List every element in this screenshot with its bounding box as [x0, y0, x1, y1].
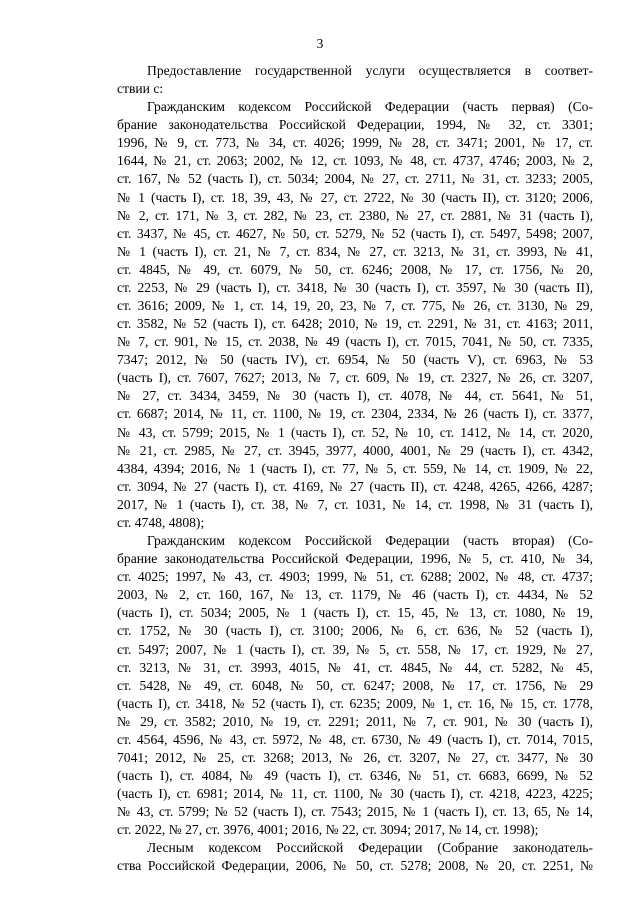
text-line: № 1 (часть I), ст. 21, № 7, ст. 834, № 27, ст. 3213, № 31, ст. 3993, № 41,: [117, 243, 593, 259]
text-line: Гражданским кодексом Российской Федерации (часть первая) (Со-: [147, 99, 593, 115]
text-line: (часть I), ст. 7607, 7627; 2013, № 7, ст. 609, № 19, ст. 2327, № 26, ст. 3207,: [117, 370, 593, 386]
text-line: ст. 4025; 1997, № 43, ст. 4903; 1999, № 51, ст. 6288; 2002, № 48, ст. 4737;: [117, 569, 593, 585]
text-line: (часть I), ст. 5034; 2005, № 1 (часть I), ст. 15, 45, № 13, ст. 1080, № 19,: [117, 605, 593, 621]
text-line: № 1 (часть I), ст. 18, 39, 43, № 27, ст. 2722, № 30 (часть II), ст. 3120; 2006,: [117, 189, 593, 205]
text-line: № 29, ст. 3582; 2010, № 19, ст. 2291; 2011, № 7, ст. 901, № 30 (часть I),: [117, 713, 593, 729]
text-line: ства Российской Федерации, 2006, № 50, ст. 5278; 2008, № 20, ст. 2251, №: [117, 858, 593, 874]
text-line: ст. 5497; 2007, № 1 (часть I), ст. 39, № 5, ст. 558, № 17, ст. 1929, № 27,: [117, 641, 593, 657]
text-line: № 43, ст. 5799; 2015, № 1 (часть I), ст. 52, № 10, ст. 1412, № 14, ст. 2020,: [117, 424, 593, 440]
text-line: ст. 3582, № 52 (часть I), ст. 6428; 2010, № 19, ст. 2291, № 31, ст. 4163; 2011,: [117, 316, 593, 332]
paragraph: [117, 532, 593, 839]
text-line: ст. 2253, № 29 (часть I), ст. 3418, № 30 (часть I), ст. 3597, № 30 (часть II),: [117, 279, 593, 295]
document-body: [117, 62, 593, 876]
text-line: Предоставление государственной услуги осуществляется в соответ-: [147, 63, 593, 78]
text-line: ст. 5428, № 49, ст. 6048, № 50, ст. 6247; 2008, № 17, ст. 1756, № 29: [117, 677, 593, 693]
text-line: 2017, № 1 (часть I), ст. 38, № 7, ст. 1031, № 14, ст. 1998, № 31 (часть I),: [117, 496, 593, 512]
text-line: ст. 3094, № 27 (часть I), ст. 4169, № 27 (часть II), ст. 4248, 4265, 4266, 4287;: [117, 478, 593, 494]
text-line: № 43, ст. 5799; № 52 (часть I), ст. 7543; 2015, № 1 (часть I), ст. 13, 65, № 14,: [117, 804, 593, 820]
text-line: 4384, 4394; 2016, № 1 (часть I), ст. 77, № 5, ст. 559, № 14, ст. 1909, № 22,: [117, 460, 593, 476]
text-line: ст. 6687; 2014, № 11, ст. 1100, № 19, ст. 2304, 2334, № 26 (часть I), ст. 3377,: [117, 406, 593, 422]
text-line: № 27, ст. 3434, 3459, № 30 (часть I), ст. 4078, № 44, ст. 5641, № 51,: [117, 388, 593, 404]
paragraph: [117, 839, 593, 875]
text-line: ст. 3437, № 45, ст. 4627, № 50, ст. 5279, № 52 (часть I), ст. 5497, 5498; 2007,: [117, 225, 593, 241]
text-line: ст. 3213, № 31, ст. 3993, 4015, № 41, ст. 4845, № 44, ст. 5282, № 45,: [117, 659, 593, 675]
text-line: (часть I), ст. 4084, № 49 (часть I), ст. 6346, № 51, ст. 6683, 6699, № 52: [117, 768, 593, 784]
text-line: № 2, ст. 171, № 3, ст. 282, № 23, ст. 2380, № 27, ст. 2881, № 31 (часть I),: [117, 207, 593, 223]
text-line: Гражданским кодексом Российской Федерации (часть вторая) (Со-: [147, 533, 593, 549]
text-line: (часть I), ст. 3418, № 52 (часть I), ст. 6235; 2009, № 1, ст. 16, № 15, ст. 1778,: [117, 695, 593, 711]
text-line: 7041; 2012, № 25, ст. 3268; 2013, № 26, ст. 3207, № 27, ст. 3477, № 30: [117, 749, 593, 765]
paragraph: [117, 62, 593, 98]
text-line: ст. 4564, 4596, № 43, ст. 5972, № 48, ст. 6730, № 49 (часть I), ст. 7014, 7015,: [117, 731, 593, 747]
text-line: брание законодательства Российской Федерации, 1996, № 5, ст. 410, № 34,: [117, 551, 593, 567]
text-line: ст. 3616; 2009, № 1, ст. 14, 19, 20, 23, № 7, ст. 775, № 26, ст. 3130, № 29,: [117, 298, 593, 314]
text-line: 2003, № 2, ст. 160, 167, № 13, ст. 1179, № 46 (часть I), ст. 4434, № 52: [117, 587, 593, 603]
text-line: 1996, № 9, ст. 773, № 34, ст. 4026; 1999, № 28, ст. 3471; 2001, № 17, ст.: [117, 135, 593, 151]
text-line: Лесным кодексом Российской Федерации (Собрание законодатель-: [147, 840, 593, 856]
paragraph: [117, 98, 593, 532]
text-line: № 7, ст. 901, № 15, ст. 2038, № 49 (часть I), ст. 7015, 7041, № 50, ст. 7335,: [117, 334, 593, 350]
text-line: ст. 4845, № 49, ст. 6079, № 50, ст. 6246; 2008, № 17, ст. 1756, № 20,: [117, 261, 593, 277]
text-line: ст. 167, № 52 (часть I), ст. 5034; 2004, № 27, ст. 2711, № 31, ст. 3233; 2005,: [117, 171, 593, 187]
text-line: ствии с:: [117, 81, 164, 97]
text-line: 1644, № 21, ст. 2063; 2002, № 12, ст. 1093, № 48, ст. 4737, 4746; 2003, № 2,: [117, 153, 593, 169]
page-number: 3: [316, 36, 324, 51]
text-line: брание законодательства Российской Федерации, 1994, № 32, ст. 3301;: [117, 117, 593, 133]
text-line: 7347; 2012, № 50 (часть IV), ст. 6954, № 50 (часть V), ст. 6963, № 53: [117, 352, 593, 368]
text-line: (часть I), ст. 6981; 2014, № 11, ст. 1100, № 30 (часть I), ст. 4218, 4223, 4225;: [117, 786, 593, 802]
text-line: № 21, ст. 2985, № 27, ст. 3945, 3977, 4000, 4001, № 29 (часть I), ст. 4342,: [117, 442, 593, 458]
text-line: ст. 4748, 4808);: [117, 514, 205, 530]
text-line: ст. 2022, № 27, ст. 3976, 4001; 2016, № 22, ст. 3094; 2017, № 14, ст. 1998);: [117, 822, 539, 838]
text-line: ст. 1752, № 30 (часть I), ст. 3100; 2006, № 6, ст. 636, № 52 (часть I),: [117, 623, 593, 639]
